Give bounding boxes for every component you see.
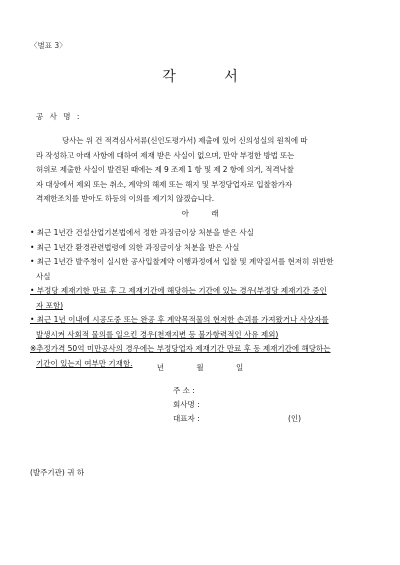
notes-heading: 아 래 bbox=[181, 209, 229, 218]
form-number: 〈별표 3〉 bbox=[30, 41, 67, 50]
list-item: 자 포함) bbox=[36, 300, 64, 310]
address-label: 주 소 : bbox=[173, 386, 195, 395]
pledge-line: 당사는 위 건 적격심사서류(신인도평가서) 제출에 있어 신의성실의 원칙에 따 bbox=[62, 136, 308, 145]
list-item: 발생시켜 사회적 물의를 일으킨 경우(천재지변 등 불가항력적인 사유 제외) bbox=[36, 329, 279, 339]
conditions-list bbox=[30, 226, 375, 371]
pledge-paragraph bbox=[36, 134, 374, 207]
project-name-label: 공 사 명 : bbox=[36, 112, 82, 121]
representative-label: 대표자 : bbox=[173, 414, 200, 423]
list-item: • 최근 1년간 건설산업기본법에서 정한 과징금이상 처분을 받은 사실 bbox=[30, 228, 254, 237]
list-item: • 최근 1년 이내에 시공도중 또는 완공 후 계약목적물의 현저한 손괴를 가져왔거나 사상자를 bbox=[30, 315, 329, 324]
recipient-line: (발주기관) 귀 하 bbox=[30, 468, 85, 477]
company-label: 회사명 : bbox=[173, 400, 200, 409]
list-item: 기간이 있는지 여부만 기재함. bbox=[36, 358, 133, 368]
list-item: 사실 bbox=[36, 271, 51, 281]
pledge-line: 허위로 제출한 사실이 발견된 때에는 제 9 조제 1 항 및 제 2 항에 의거, 적격낙찰 bbox=[36, 165, 294, 174]
list-item: • 최근 1년간 발주청이 실시한 공사입찰계약 이행과정에서 입찰 및 계약질서를 현저히 위반한 bbox=[30, 257, 334, 266]
list-item: • 최근 1년간 환경관련법령에 의한 과징금이상 처분을 받은 사실 bbox=[30, 242, 240, 252]
pledge-line: 자 대상에서 제외 또는 취소, 계약의 해제 또는 해지 및 부정당업자로 입찰참가자 bbox=[36, 179, 293, 189]
list-item: ※추정가격 50억 미만공사의 경우에는 부정당업자 제재기간 만료 후 동 제재기간에 해당하는 bbox=[30, 344, 331, 353]
pledge-line: 격제한조치를 받아도 하등의 이의를 제기치 않겠습니다. bbox=[36, 194, 215, 203]
list-item: • 부정당 제재기한 만료 후 그 제재기간에 해당하는 기간에 있는 경우(부정당 제재기간 중인 bbox=[30, 286, 327, 295]
seal-mark: (인) bbox=[288, 414, 302, 423]
date-line: 년 월 일 bbox=[156, 363, 244, 372]
page-title: 각 서 bbox=[162, 69, 260, 85]
pledge-line: 라 작성하고 아래 사항에 대하여 제재 받은 사실이 없으며, 만약 부정한 방법 또는 bbox=[36, 150, 295, 160]
